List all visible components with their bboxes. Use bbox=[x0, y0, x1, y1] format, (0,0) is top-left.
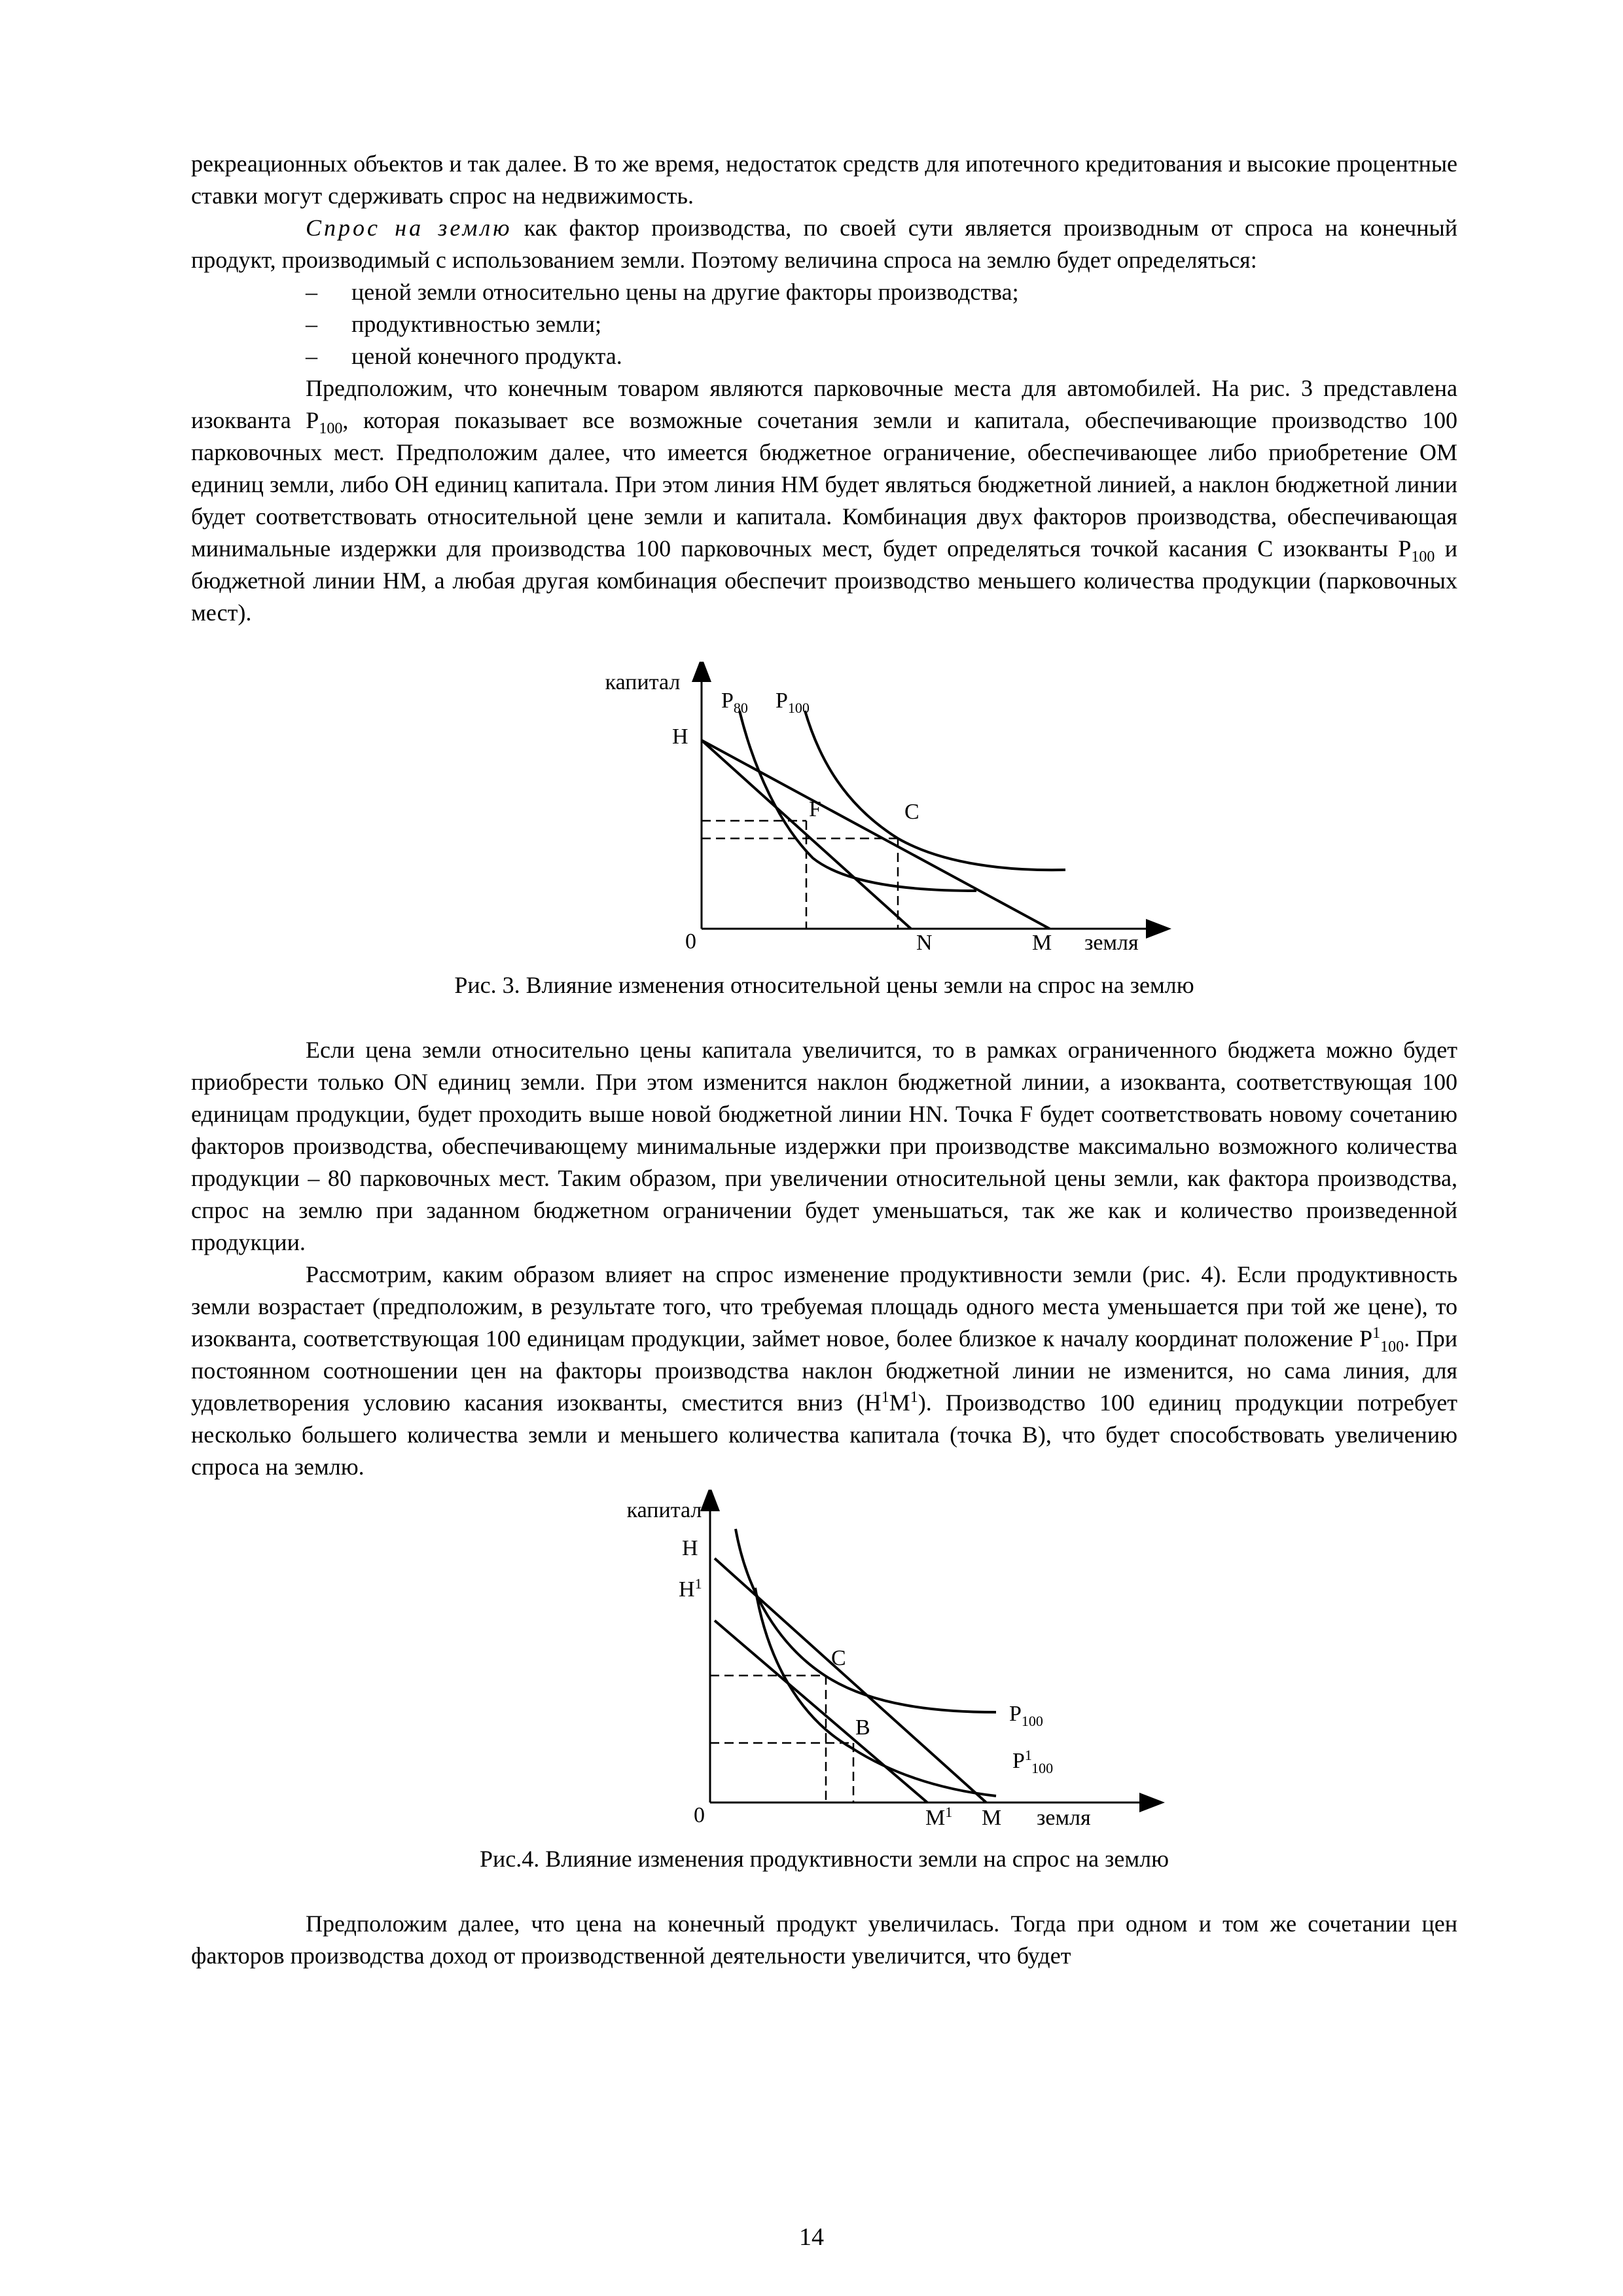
list-item-text: продуктивностью земли; bbox=[351, 311, 601, 337]
figure-3 bbox=[191, 662, 1457, 950]
paragraph-3 bbox=[191, 372, 1457, 629]
dash: – bbox=[306, 343, 317, 369]
paragraph-1: рекреационных объектов и так далее. В то же время, недостаток средств для ипотечного кредитования и высокие процентные ставки могут сдерживать спрос на недвижимость. bbox=[191, 151, 1457, 209]
paragraph-4: Если цена земли относительно цены капитала увеличится, то в рамках ограниченного бюджета можно будет приобрести только ON единиц земли. При этом изменится наклон бюджетной линии, а изокванта, соответствующая 100 единицам продукции, будет проходить выше новой бюджетной линии HN. Точка F будет соответствовать новому сочетанию факторов производства, обеспечивающему минимальные издержки при производстве максимально возможного количества продукции – 80 парковочных мест. Таким образом, при увеличении относительной цены земли, как фактора производства, спрос на землю при заданном бюджетном ограничении будет уменьшаться, так же как и количество произведенной продукции. bbox=[191, 1037, 1457, 1255]
label-p100: $P_{100}$ bbox=[776, 689, 810, 716]
dash: – bbox=[306, 279, 317, 305]
superscript: 1 bbox=[881, 1389, 889, 1406]
label-c: C bbox=[904, 800, 919, 824]
paragraph-5 bbox=[191, 1259, 1457, 1483]
label-n: N bbox=[916, 931, 933, 950]
label-p80: $P_{80}$ bbox=[721, 689, 748, 716]
isoquant-p80 bbox=[740, 711, 976, 891]
superscript: 1 bbox=[1372, 1325, 1381, 1342]
subscript: 100 bbox=[1411, 548, 1435, 566]
paragraph-2-text: как фактор производства, по своей сути является производным от спроса на конечный продукт, производимый с использованием земли. Поэтому величина спроса на землю будет определяться: bbox=[191, 215, 1457, 273]
label-origin: 0 bbox=[694, 1803, 705, 1827]
label-p100: $P_{100}$ bbox=[1009, 1702, 1043, 1729]
label-m1: $M^1$ bbox=[925, 1804, 953, 1830]
isoquant-p100 bbox=[736, 1529, 996, 1712]
label-m: M bbox=[982, 1806, 1002, 1830]
label-b: B bbox=[855, 1715, 870, 1740]
list-item-text: ценой земли относительно цены на другие факторы производства; bbox=[351, 279, 1019, 305]
figure-4-diagram bbox=[191, 1490, 1457, 1830]
superscript: 1 bbox=[910, 1389, 918, 1406]
figure-3-caption: Рис. 3. Влияние изменения относительной цены земли на спрос на землю bbox=[454, 972, 1194, 998]
label-p1100: $P^1_{100}$ bbox=[1012, 1747, 1054, 1776]
budget-line-hm bbox=[702, 740, 1050, 929]
paragraph-2 bbox=[191, 212, 1457, 276]
list-item bbox=[191, 276, 1457, 308]
y-axis-label: капитал bbox=[626, 1498, 702, 1522]
figure-3-diagram bbox=[191, 662, 1457, 950]
label-m: M bbox=[1032, 931, 1052, 950]
paragraph-6: Предположим далее, что цена на конечный продукт увеличилась. Тогда при одном и том же сочетании цен факторов производства доход от производственной деятельности увеличится, что будет bbox=[191, 1910, 1457, 1969]
paragraph-5-text-c: M bbox=[889, 1390, 910, 1416]
label-origin: 0 bbox=[685, 929, 696, 950]
paragraph-3-text-a: Предположим, что конечным товаром являются парковочные места для автомобилей. На рис. 3 представлена изокванта P bbox=[191, 375, 1457, 433]
label-c: C bbox=[831, 1646, 846, 1670]
label-h: H bbox=[672, 725, 688, 749]
isoquant-p100 bbox=[805, 711, 1065, 870]
x-axis-label: земля bbox=[1084, 931, 1139, 950]
figure-4 bbox=[191, 1490, 1457, 1830]
term-demand-for-land: Спрос на землю bbox=[306, 215, 512, 241]
label-h1: $H^1$ bbox=[679, 1575, 702, 1602]
dash: – bbox=[306, 311, 317, 337]
paragraph-3-text-c: и бюджетной линии HM, а любая другая комбинация обеспечит производство меньшего количества продукции (парковочных мест). bbox=[191, 535, 1458, 626]
label-h: H bbox=[682, 1536, 698, 1560]
figure-4-caption: Рис.4. Влияние изменения продуктивности земли на спрос на землю bbox=[480, 1846, 1169, 1872]
page-number: 14 bbox=[799, 2223, 824, 2251]
subscript: 100 bbox=[1380, 1338, 1404, 1356]
paragraph-5-text-d: ). Производство 100 единиц продукции потребует несколько большего количества земли и меньшего количества капитала (точка B), что будет способствовать увеличению спроса на землю. bbox=[191, 1390, 1457, 1480]
page-content bbox=[191, 148, 1457, 1972]
factors-list bbox=[191, 276, 1457, 372]
y-axis-label: капитал bbox=[605, 670, 681, 694]
paragraph-5-text-b: . При постоянном соотношении цен на факторы производства наклон бюджетной линии не изменится, но сама линия, для удовлетворения условию касания изокванты, сместится вниз (H bbox=[191, 1325, 1458, 1416]
paragraph-5-text-a: Рассмотрим, каким образом влияет на спрос изменение продуктивности земли (рис. 4). Если продуктивность земли возрастает (предположим, в результате того, что требуемая площадь одного места уменьшается при той же цене), то изокванта, соответствующая 100 единицам продукции, займет новое, более близкое к началу координат положение P bbox=[191, 1261, 1457, 1352]
list-item bbox=[191, 340, 1457, 372]
isoquant-p1100 bbox=[755, 1588, 996, 1796]
budget-line-h1m1 bbox=[715, 1621, 927, 1803]
subscript: 100 bbox=[319, 420, 343, 438]
list-item bbox=[191, 308, 1457, 340]
label-f: F bbox=[809, 797, 821, 821]
x-axis-label: земля bbox=[1037, 1806, 1091, 1830]
list-item-text: ценой конечного продукта. bbox=[351, 343, 622, 369]
paragraph-3-text-b: , которая показывает все возможные сочетания земли и капитала, обеспечивающие производство 100 парковочных мест. Предположим далее, что имеется бюджетное ограничение, обеспечивающее либо приобретение OM единиц земли, либо OH единиц капитала. При этом линия HM будет являться бюджетной линией, а наклон бюджетной линии будет соответствовать относительной цене земли и капитала. Комбинация двух факторов производства, обеспечивающая минимальные издержки для производства 100 парковочных мест, будет определяться точкой касания C изокванты P bbox=[191, 407, 1457, 562]
